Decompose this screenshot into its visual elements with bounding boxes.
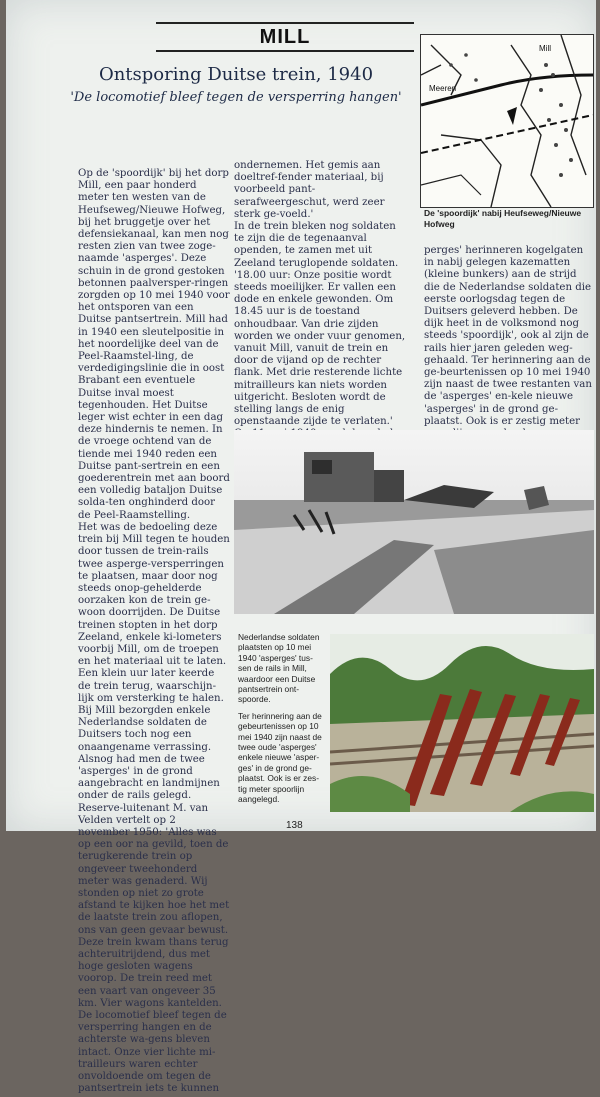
magazine-page xyxy=(6,0,596,1095)
body-column-3 xyxy=(424,245,592,442)
map-caption: De 'spoordijk' nabij Heufseweg/Nieuwe Hofweg xyxy=(424,208,582,229)
body-text-col3: perges' herinneren kogelgaten in nabij gelegen kazematten (kleine bunkers) aan de strijd die de Nederlandse soldaten die eerste oorlogsdag tegen de Duitsers geleverd hebben. De dijk heet in de volksmond nog steeds 'spoordijk', ook al zijn de rails hier jaren geleden weg-gehaald. Ter herinnering aan de ge-beurtenissen op 10 mei 1940 zijn naast de twee restanten van de 'asperges' en-kele nieuwe 'asperges' in de grond ge-plaatst. Ook is er zestig meter xyxy=(424,245,592,427)
article-subheadline: 'De locomotief bleef tegen de versperring hangen' xyxy=(70,90,402,105)
map-label-meeren: Meeren xyxy=(429,84,457,93)
body-text-col2: ondernemen. Het gemis aan doeltref-fender materiaal, bij voorbeeld pant-serafweergeschut, werd zeer sterk ge-voeld.' In de trein bleken nog soldaten te zijn die de tegenaanval openden, te zamen met uit Zeeland teruglopende soldaten. '18.00 uur: Onze positie wordt steeds moeilijker. Er vallen een dode en enkele gewonden. Om 18.45 uur is de toestand onhoudbaar. Van drie zijden worden we onder vuur genomen, vanuit Mill, vanuit de trein en door de vijand op de rechter flank. Met drie resterende lichte mitrailleurs kan niets worden uitgericht. Besloten wordt de stelling langs de enig openstaande zijde te verlaten.' xyxy=(234,160,406,428)
section-title: MILL xyxy=(259,26,311,48)
page-number: 138 xyxy=(286,820,303,831)
asperges-memorial-photo xyxy=(330,634,594,812)
section-title-bar xyxy=(156,22,414,52)
body-column-1 xyxy=(78,168,230,1097)
body-text-col1: Op de 'spoordijk' bij het dorp Mill, een paar honderd meter ten westen van de Heufseweg/Nieuwe Hofweg, bij het bruggetje over het defensiekanaal, kan men nog resten zien van twee zoge-naamde 'asperges'. Deze schuin in de grond gestoken betonnen paalversper-ringen zorgden op 10 mei 1940 voor het ontsporen van een Duitse pantsertrein. Mill had in 1940 een sleutelpositie in het noordelijke deel van de Peel-Raamstel-ling, de verdedigingslinie die in oost Brabant een eventuele Duitse inval moest tegenhouden. Het Duitse leger wist echter in een dag deze hindernis te nemen. In de vroege ochtend van de tiende mei 1940 reden een Duitse pant-sertrein en een goederentrein met aan boord een volledig bataljon Duitse solda-ten onghinderd door de Peel-Raamstelling. Het was de bedoeling deze trein bij Mill tegen te houden door tussen de trein-rails twee asperge-versperringen te plaatsen, maar door nog steeds onop-gehelderde oorzaken kon de trein ge-woon doorrijden. De Duitse treinen stopten in het dorp Zeeland, enkele ki-lometers voorbij Mill, om de troepen en het materiaal uit te laten. Een klein uur later keerde de trein terug, waarschijn-lijk om versterking te halen. Bij Mill bezorgden enkele Nederlandse soldaten de Duitsers toch nog een onaangename verrassing. Alsnog had men de twee 'asperges' in de grond aangebracht en landmijnen onder de rails gelegd. Reserve-luitenant M. van Velden vertelt op 2 november 1950: 'Alles was op een oor na gevild, toen de terugkerende trein op ongeveer tweehonderd meter was genaderd. Wij stonden op niet zo grote afstand te kijken hoe het met de laatste trein zou aflopen, ons van geen gevaar bewust. Deze trein kwam thans terug achteruitrijdend, dus met hoge gesloten wagens voorop. De trein reed met een vaart van ongeveer 35 km. Vier wagons kantelden. De locomotief bleef tegen de versperring hangen en de achterste wa-gens bleven intact. Onze vier lichte mi-trailleurs waren echter onvoldoende om tegen de pantsertrein iets te kunnen xyxy=(78,168,230,1095)
map-drawing xyxy=(421,35,593,207)
location-map xyxy=(420,34,594,208)
photo-caption-part2: Ter herinnering aan de gebeurtenissen op 10 mei 1940 zijn naast de twee oude 'asperges' enkele nieuwe 'asper-ges' in de grond ge-plaatst. Ook is er zes-tig meter spoorlijn aangelegd. xyxy=(238,710,322,805)
photo-caption xyxy=(238,632,326,811)
article-headline: Ontsporing Duitse trein, 1940 xyxy=(98,64,374,85)
photo-caption-part1: Nederlandse soldaten plaatsten op 10 mei 1940 'asperges' tus-sen de rails in Mill, waardoor een Duitse pantsertrein ont-spoorde. xyxy=(238,632,320,705)
historic-derailment-photo xyxy=(234,430,594,614)
map-label-mill: Mill xyxy=(539,44,551,53)
